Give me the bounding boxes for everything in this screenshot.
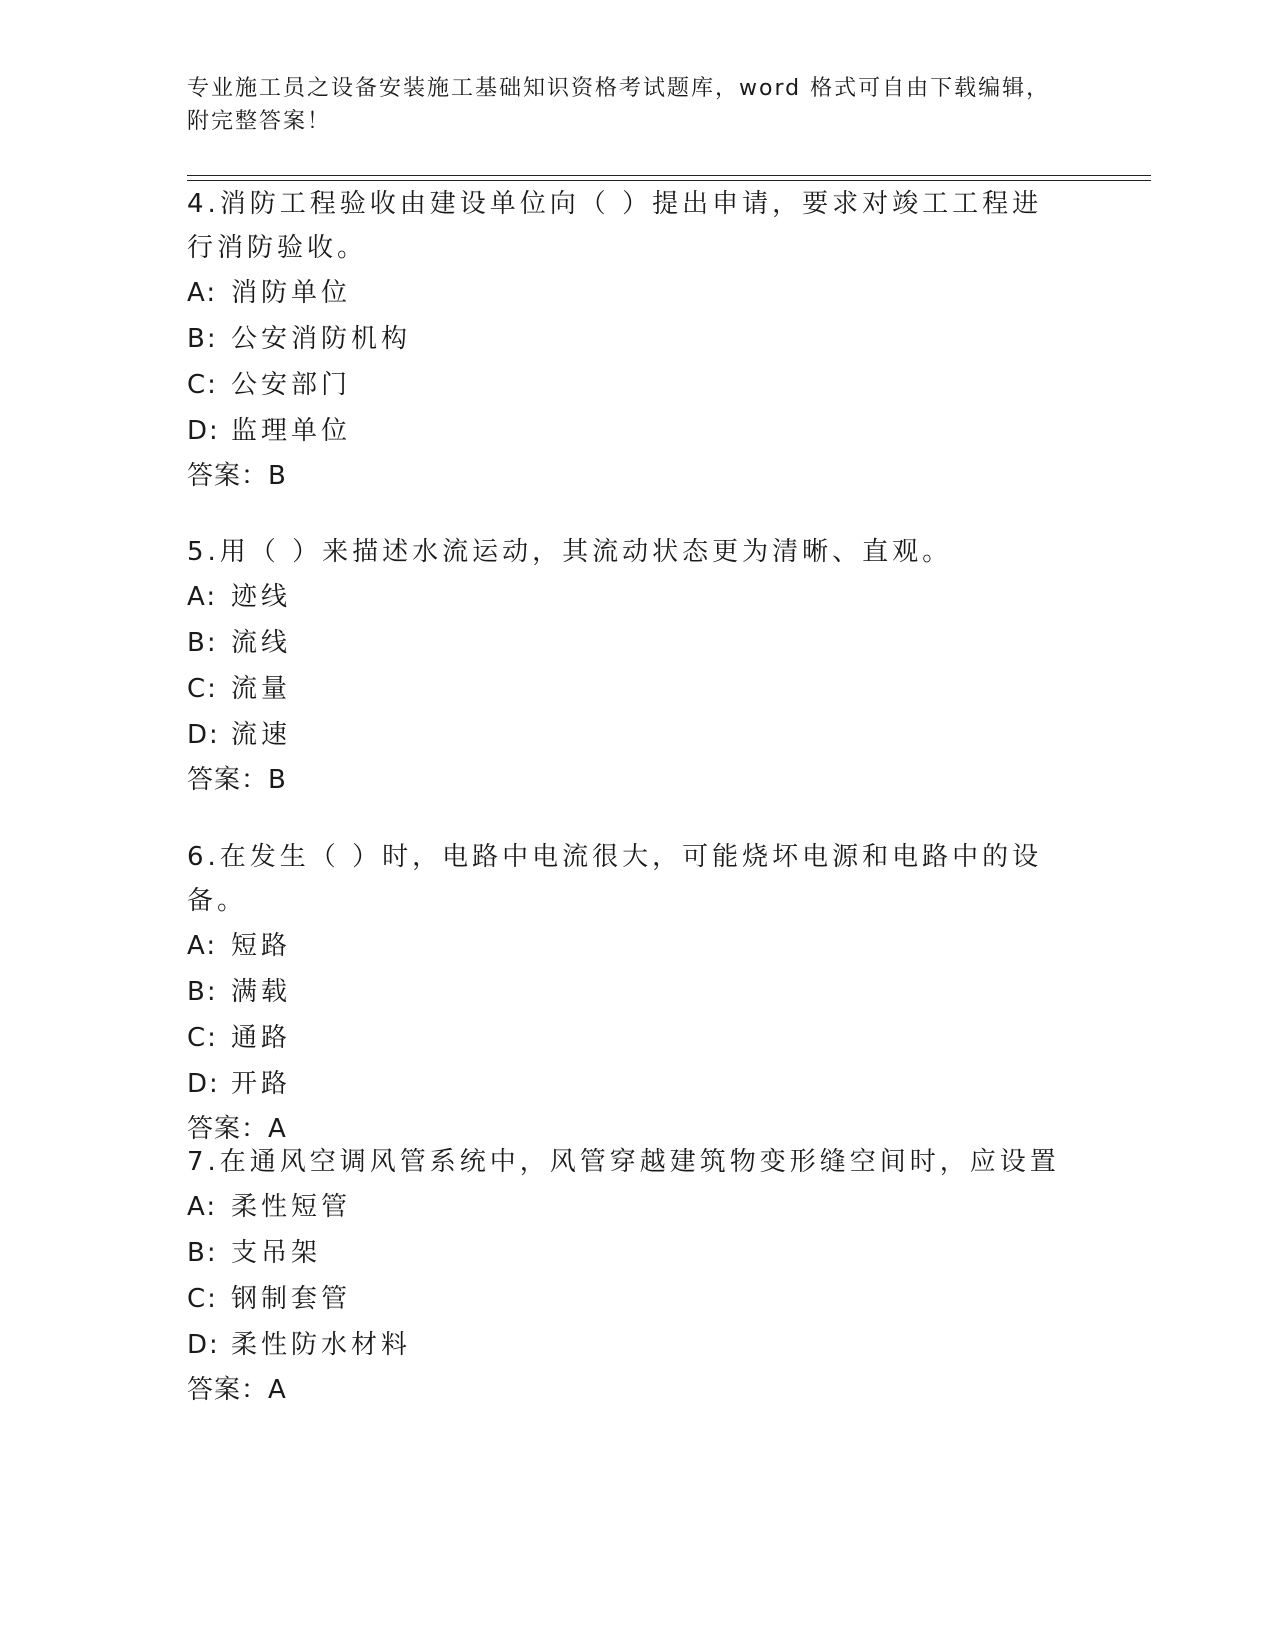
option-letter: D: [187, 1330, 220, 1360]
header-divider-bottom [187, 180, 1151, 181]
answer-line [187, 1368, 1087, 1412]
option-b [187, 1230, 1087, 1276]
option-letter: A: [187, 582, 218, 612]
option-c [187, 666, 1087, 712]
option-text: 柔性防水材料 [231, 1330, 412, 1360]
answer-label: 答案： [187, 1375, 269, 1405]
option-text: 流线 [231, 628, 292, 658]
option-b [187, 620, 1087, 666]
option-letter: A: [187, 931, 218, 961]
option-letter: D: [187, 1069, 220, 1099]
option-letter: C: [187, 1023, 218, 1053]
question-stem: 6.在发生（ ）时，电路中电流很大，可能烧坏电源和电路中的设备。 [187, 842, 1043, 916]
question-6 [187, 835, 1087, 1151]
option-letter: B: [187, 1238, 218, 1268]
option-text: 消防单位 [231, 278, 352, 308]
option-text: 公安消防机构 [231, 324, 412, 354]
option-letter: C: [187, 370, 218, 400]
option-c [187, 1015, 1087, 1061]
option-d [187, 408, 1087, 454]
answer-label: 答案： [187, 461, 269, 491]
option-b [187, 316, 1087, 362]
option-a [187, 574, 1087, 620]
option-text: 支吊架 [231, 1238, 322, 1268]
option-text: 流速 [231, 720, 292, 750]
option-c [187, 362, 1087, 408]
answer-value: B [268, 461, 287, 491]
answer-value: B [268, 765, 287, 795]
option-text: 流量 [231, 674, 292, 704]
question-stem: 7.在通风空调风管系统中，风管穿越建筑物变形缝空间时，应设置 [187, 1147, 1060, 1177]
option-letter: D: [187, 720, 220, 750]
option-d [187, 1322, 1087, 1368]
answer-value: A [268, 1114, 287, 1144]
answer-value: A [268, 1375, 287, 1405]
question-4 [187, 182, 1087, 498]
answer-line [187, 758, 1087, 802]
option-letter: A: [187, 1192, 218, 1222]
option-a [187, 270, 1087, 316]
answer-label: 答案： [187, 765, 269, 795]
option-text: 短路 [231, 931, 292, 961]
option-text: 公安部门 [231, 370, 352, 400]
option-d [187, 1061, 1087, 1107]
answer-line [187, 454, 1087, 498]
option-text: 监理单位 [231, 416, 352, 446]
document-intro: 专业施工员之设备安装施工基础知识资格考试题库，word 格式可自由下载编辑，附完整答案！ [187, 76, 1051, 134]
question-5 [187, 530, 1087, 802]
option-c [187, 1276, 1087, 1322]
option-letter: B: [187, 324, 218, 354]
option-letter: B: [187, 977, 218, 1007]
answer-label: 答案： [187, 1114, 269, 1144]
option-letter: D: [187, 416, 220, 446]
option-letter: C: [187, 1284, 218, 1314]
question-7 [187, 1140, 1087, 1412]
option-a [187, 1184, 1087, 1230]
option-text: 钢制套管 [231, 1284, 352, 1314]
option-text: 迹线 [231, 582, 292, 612]
option-text: 通路 [231, 1023, 292, 1053]
option-d [187, 712, 1087, 758]
option-text: 满载 [231, 977, 292, 1007]
header-divider-top [187, 175, 1151, 176]
option-letter: C: [187, 674, 218, 704]
option-a [187, 923, 1087, 969]
option-text: 柔性短管 [231, 1192, 352, 1222]
option-letter: A: [187, 278, 218, 308]
option-b [187, 969, 1087, 1015]
question-stem: 5.用（ ）来描述水流运动，其流动状态更为清晰、直观。 [187, 537, 953, 567]
question-stem: 4.消防工程验收由建设单位向（ ）提出申请，要求对竣工工程进行消防验收。 [187, 189, 1043, 263]
option-text: 开路 [231, 1069, 292, 1099]
option-letter: B: [187, 628, 218, 658]
